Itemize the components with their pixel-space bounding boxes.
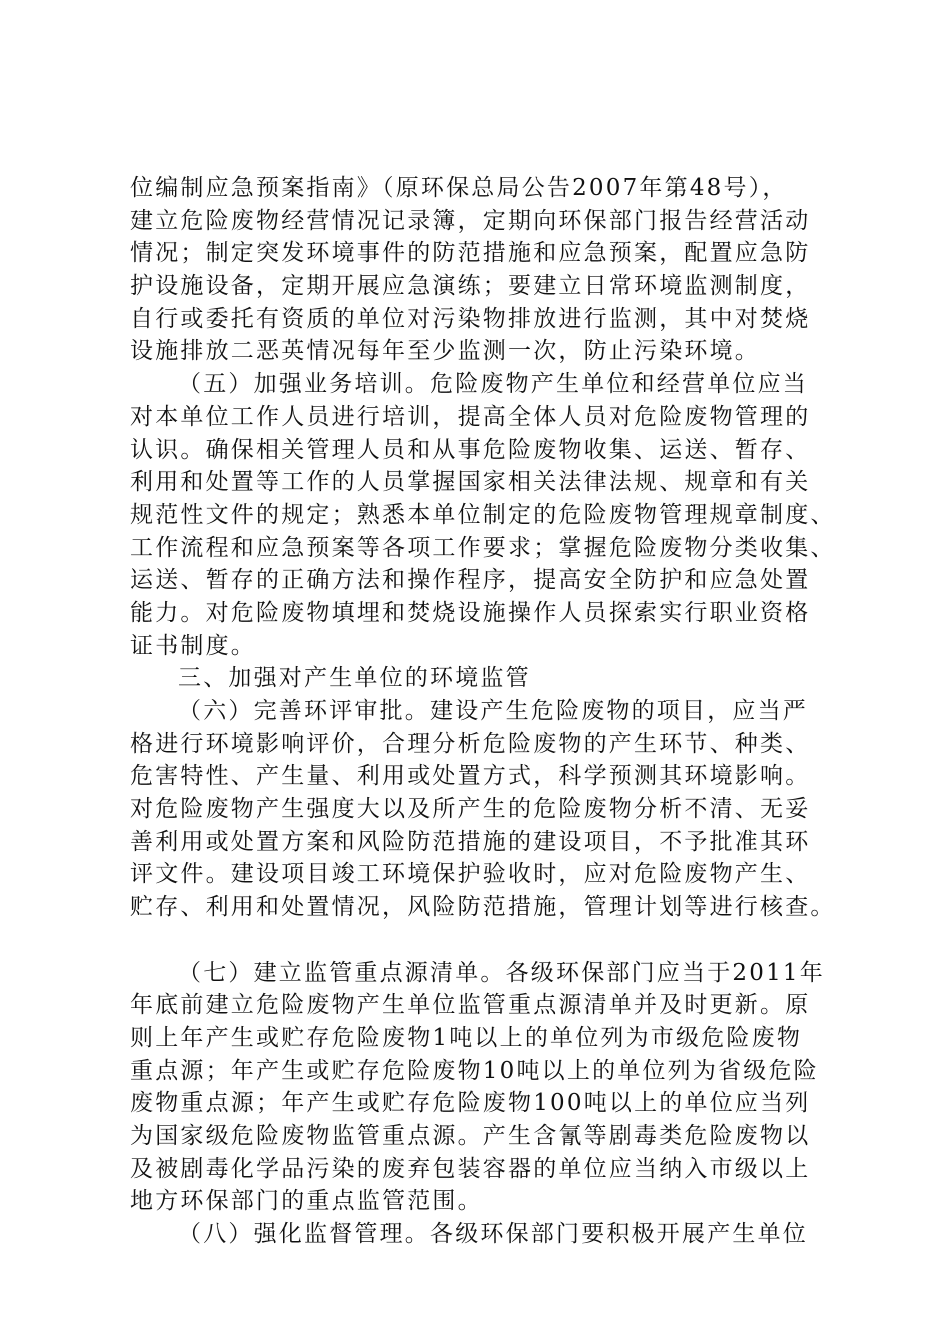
paragraph-start-5: （五）加强业务培训。危险废物产生单位和经营单位应当 bbox=[178, 371, 808, 398]
body-text bbox=[130, 172, 835, 1251]
text-line: 运送、暂存的正确方法和操作程序，提高安全防护和应急处置 bbox=[130, 567, 811, 594]
paragraph-start-6: （六）完善环评审批。建设产生危险废物的项目，应当严 bbox=[178, 698, 808, 724]
text-line: 情况；制定突发环境事件的防范措施和应急预案，配置应急防 bbox=[130, 240, 811, 267]
text-line: 地方环保部门的重点监管范围。 bbox=[130, 1188, 483, 1215]
paragraph-start-8: （八）强化监督管理。各级环保部门要积极开展产生单位 bbox=[178, 1221, 808, 1247]
blank-line bbox=[130, 924, 835, 957]
text-line: 设施排放二恶英情况每年至少监测一次，防止污染环境。 bbox=[130, 338, 760, 365]
text-line: 善利用或处置方案和风险防范措施的建设项目，不予批准其环 bbox=[130, 828, 811, 855]
section-heading-3: 三、加强对产生单位的环境监管 bbox=[178, 665, 531, 692]
text-line: 护设施设备，定期开展应急演练；要建立日常环境监测制度， bbox=[130, 273, 811, 300]
text-line: 及被剧毒化学品污染的废弃包装容器的单位应当纳入市级以上 bbox=[130, 1155, 811, 1182]
text-line: 危害特性、产生量、利用或处置方式，科学预测其环境影响。 bbox=[130, 763, 811, 790]
text-line: 评文件。建设项目竣工环境保护验收时，应对危险废物产生、 bbox=[130, 861, 811, 888]
text-line: 规范性文件的规定；熟悉本单位制定的危险废物管理规章制度、 bbox=[130, 501, 836, 528]
paragraph-start-7: （七）建立监管重点源清单。各级环保部门应当于2011年 bbox=[178, 959, 825, 986]
text-line: 证书制度。 bbox=[130, 632, 256, 659]
text-line: 为国家级危险废物监管重点源。产生含氰等剧毒类危险废物以 bbox=[130, 1122, 811, 1149]
text-line: 建立危险废物经营情况记录簿，定期向环保部门报告经营活动 bbox=[130, 207, 811, 234]
text-line: 废物重点源；年产生或贮存危险废物100吨以上的单位应当列 bbox=[130, 1090, 811, 1117]
text-line: 利用和处置等工作的人员掌握国家相关法律法规、规章和有关 bbox=[130, 469, 811, 496]
text-line: 格进行环境影响评价，合理分析危险废物的产生环节、种类、 bbox=[130, 730, 811, 757]
text-line: 年底前建立危险废物产生单位监管重点源清单并及时更新。原 bbox=[130, 992, 811, 1019]
text-line: 对本单位工作人员进行培训，提高全体人员对危险废物管理的 bbox=[130, 403, 811, 430]
text-line: 贮存、利用和处置情况，风险防范措施，管理计划等进行核查。 bbox=[130, 894, 836, 921]
text-line: 自行或委托有资质的单位对污染物排放进行监测，其中对焚烧 bbox=[130, 305, 811, 332]
text-line: 对危险废物产生强度大以及所产生的危险废物分析不清、无妥 bbox=[130, 796, 811, 823]
text-line: 能力。对危险废物填埋和焚烧设施操作人员探索实行职业资格 bbox=[130, 599, 811, 626]
text-line: 则上年产生或贮存危险废物1吨以上的单位列为市级危险废物 bbox=[130, 1024, 803, 1051]
text-line: 认识。确保相关管理人员和从事危险废物收集、运送、暂存、 bbox=[130, 436, 811, 463]
text-line: 工作流程和应急预案等各项工作要求；掌握危险废物分类收集、 bbox=[130, 534, 836, 561]
text-line: 位编制应急预案指南》（原环保总局公告2007年第48号）， bbox=[130, 175, 788, 201]
text-line: 重点源；年产生或贮存危险废物10吨以上的单位列为省级危险 bbox=[130, 1057, 819, 1084]
